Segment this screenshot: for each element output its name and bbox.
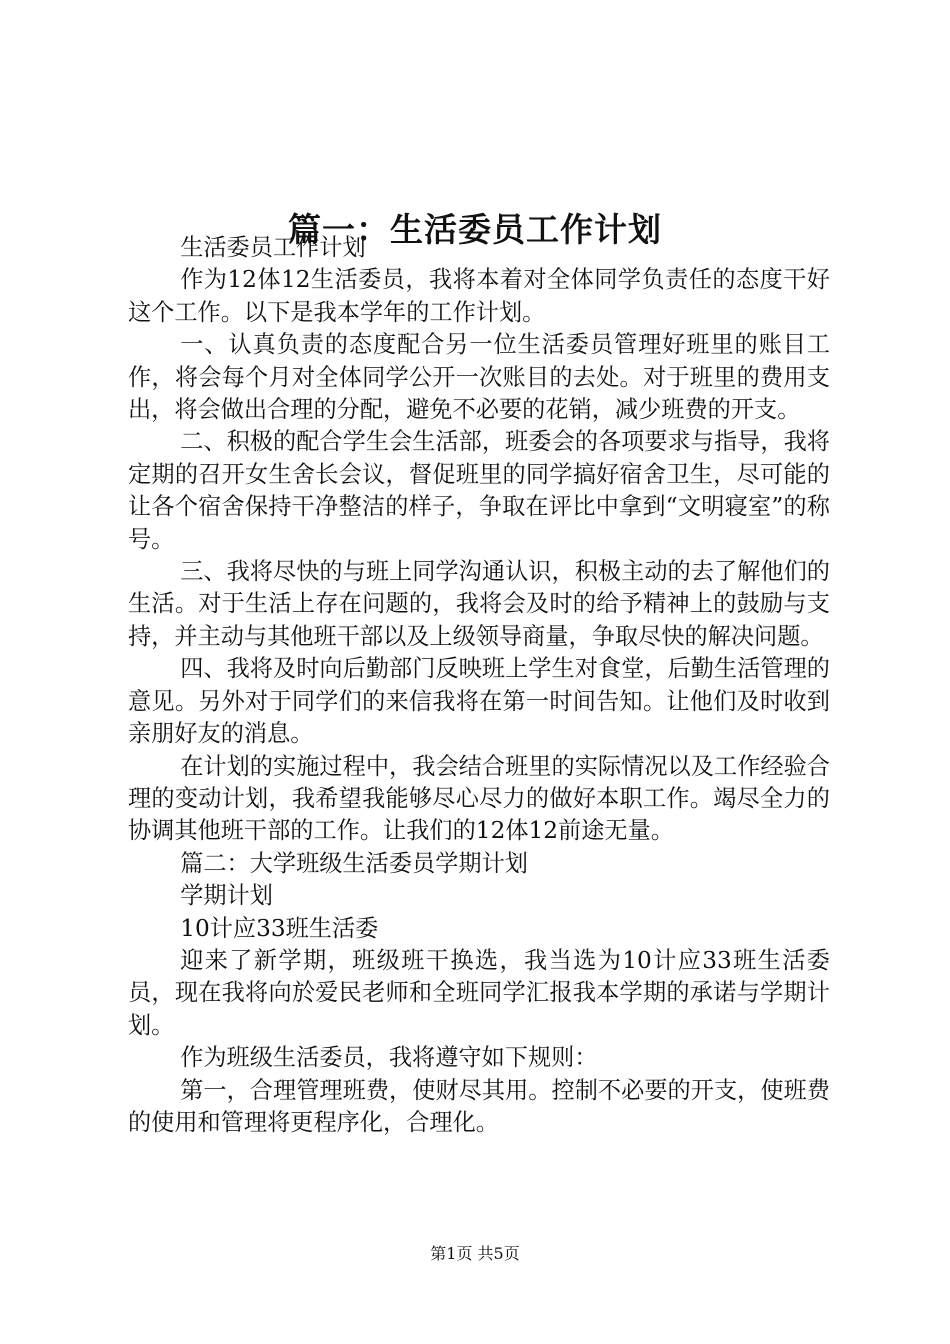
paragraph: 四、我将及时向后勤部门反映班上学生对食堂，后勤生活管理的意见。另外对于同学们的来信我将在第一时间告知。让他们及时收到亲朋好友的消息。 (128, 655, 830, 748)
paragraph: 三、我将尽快的与班上同学沟通认识，积极主动的去了解他们的生活。对于生活上存在问题的，我将会及时的给予精神上的鼓励与支持，并主动与其他班干部以及上级领导商量，争取尽快的解决问题。 (128, 558, 830, 650)
document-body (128, 232, 830, 1139)
paragraph: 二、积极的配合学生会生活部，班委会的各项要求与指导，我将定期的召开女生舍长会议，督促班里的同学搞好宿舍卫生，尽可能的让各个宿舍保持干净整洁的样子，争取在评比中拿到“文明寝室”的称号。 (128, 428, 830, 553)
page-number-footer: 第1页 共5页 (430, 1244, 520, 1263)
paragraph: 作为12体12生活委员，我将本着对全体同学负责任的态度干好这个工作。以下是我本学年的工作计划。 (128, 266, 830, 326)
paragraph: 一、认真负责的态度配合另一位生活委员管理好班里的账目工作，将会每个月对全体同学公开一次账目的去处。对于班里的费用支出，将会做出合理的分配，避免不必要的花销，减少班费的开支。 (128, 331, 830, 424)
paragraph: 篇二：大学班级生活委员学期计划 (180, 849, 528, 877)
document-title: 篇一：生活委员工作计划 (288, 210, 662, 250)
paragraph: 作为班级生活委员，我将遵守如下规则： (180, 1044, 598, 1072)
paragraph: 学期计划 (180, 882, 273, 910)
paragraph: 生活委员工作计划 (180, 234, 366, 261)
paragraph: 第一，合理管理班费，使财尽其用。控制不必要的开支，使班费的使用和管理将更程序化，合理化。 (128, 1076, 830, 1136)
paragraph: 10计应33班生活委 (180, 914, 379, 942)
paragraph: 在计划的实施过程中，我会结合班里的实际情况以及工作经验合理的变动计划，我希望我能够尽心尽力的做好本职工作。竭尽全力的协调其他班干部的工作。让我们的12体12前途无量。 (128, 752, 830, 845)
paragraph: 迎来了新学期，班级班干换选，我当选为10计应33班生活委员，现在我将向於爱民老师和全班同学汇报我本学期的承诺与学期计划。 (128, 946, 830, 1039)
